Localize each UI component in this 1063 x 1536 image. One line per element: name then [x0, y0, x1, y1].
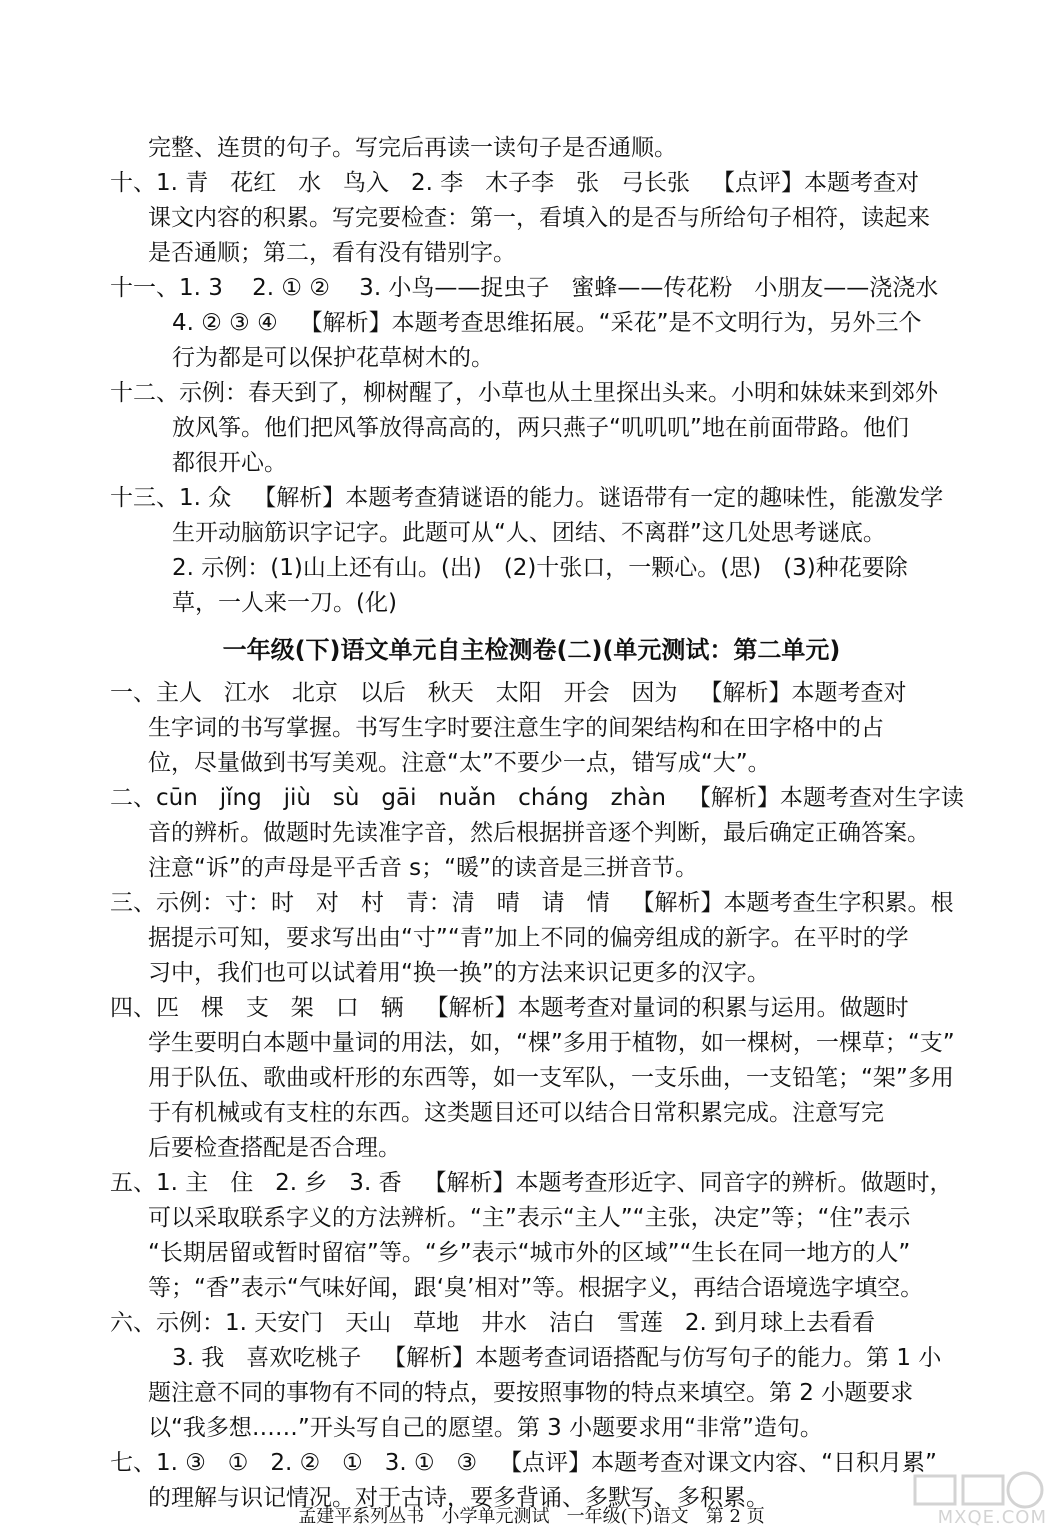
text-line: 十三、1. 众 【解析】本题考查猜谜语的能力。谜语带有一定的趣味性，能激发学: [110, 485, 944, 511]
text-line: 习中，我们也可以试着用“换一换”的方法来识记更多的汉字。: [148, 960, 770, 986]
text-line: 的理解与识记情况。对于古诗，要多背诵、多默写、多积累。: [148, 1485, 769, 1511]
text-line: 十一、1. 3 2. ① ② 3. 小鸟——捉虫子 蜜蜂——传花粉 小朋友——浇浇水: [110, 275, 939, 301]
text-line: 一、主人 江水 北京 以后 秋天 太阳 开会 因为 【解析】本题考查对: [110, 680, 907, 706]
text-line: 以“我多想……”开头写自己的愿望。第 3 小题要求用“非常”造句。: [148, 1415, 823, 1441]
text-line: 六、示例：1. 天安门 天山 草地 井水 洁白 雪莲 2. 到月球上去看看: [110, 1310, 876, 1336]
text-line: 生字词的书写掌握。书写生字时要注意生字的间架结构和在田字格中的占: [148, 715, 884, 741]
text-line: 五、1. 主 住 2. 乡 3. 香 【解析】本题考查形近字、同音字的辨析。做题时，: [110, 1170, 953, 1196]
text-line: 完整、连贯的句子。写完后再读一读句子是否通顺。: [148, 135, 677, 161]
text-line: 于有机械或有支柱的东西。这类题目还可以结合日常积累完成。注意写完: [148, 1100, 884, 1126]
text-line: 四、匹 棵 支 架 口 辆 【解析】本题考查对量词的积累与运用。做题时: [110, 995, 909, 1021]
text-line: 都很开心。: [172, 450, 287, 476]
watermark-logo: [905, 1470, 1055, 1530]
text-line: 是否通顺；第二，看有没有错别字。: [148, 240, 516, 266]
watermark-url: MXQE.COM: [937, 1507, 1047, 1528]
text-line: 位，尽量做到书写美观。注意“太”不要少一点，错写成“大”。: [148, 750, 771, 776]
watermark-logo-icon: [905, 1470, 1055, 1510]
text-line: 行为都是可以保护花草树木的。: [172, 345, 494, 371]
text-line: 放风筝。他们把风筝放得高高的，两只燕子“叽叽叽”地在前面带路。他们: [172, 415, 909, 441]
text-line: 十、1. 青 花红 水 鸟入 2. 李 木子李 张 弓长张 【点评】本题考查对: [110, 170, 919, 196]
text-line: 等；“香”表示“气味好闻，跟‘臭’相对”等。根据字义，再结合语境选字填空。: [148, 1275, 924, 1301]
page-footer: 孟建平系列丛书 小学单元测试 一年级(下)语文 第 2 页: [298, 1506, 765, 1527]
text-line: 七、1. ③ ① 2. ② ① 3. ① ③ 【点评】本题考查对课文内容、“日积月累”: [110, 1450, 937, 1476]
text-line: 注意“诉”的声母是平舌音 s；“暖”的读音是三拼音节。: [148, 855, 698, 881]
text-line: 4. ② ③ ④ 【解析】本题考查思维拓展。“采花”是不文明行为，另外三个: [172, 310, 922, 336]
section-heading: 一年级(下)语文单元自主检测卷(二)(单元测试：第二单元): [222, 636, 841, 664]
text-line: 课文内容的积累。写完要检查：第一，看填入的是否与所给句子相符，读起来: [148, 205, 930, 231]
text-line: 音的辨析。做题时先读准字音，然后根据拼音逐个判断，最后确定正确答案。: [148, 820, 930, 846]
text-line: 3. 我 喜欢吃桃子 【解析】本题考查词语搭配与仿写句子的能力。第 1 小: [172, 1345, 942, 1371]
text-line: 草，一人来一刀。(化): [172, 590, 397, 616]
text-line: 可以采取联系字义的方法辨析。“主”表示“主人”“主张，决定”等；“住”表示: [148, 1205, 911, 1231]
text-line: 2. 示例：(1)山上还有山。(出) (2)十张口，一颗心。(思) (3)种花要除: [172, 555, 908, 581]
text-line: 二、cūn jǐng jiù sù gāi nuǎn cháng zhàn 【解析】本题考查对生字读: [110, 785, 964, 811]
text-line: “长期居留或暂时留宿”等。“乡”表示“城市外的区域”“生长在同一地方的人”: [148, 1240, 911, 1266]
text-line: 据提示可知，要求写出由“寸”“青”加上不同的偏旁组成的新字。在平时的学: [148, 925, 909, 951]
text-line: 学生要明白本题中量词的用法，如，“棵”多用于植物，如一棵树，一棵草；“支”: [148, 1030, 955, 1056]
text-line: 用于队伍、歌曲或杆形的东西等，如一支军队，一支乐曲，一支铅笔；“架”多用: [148, 1065, 954, 1091]
text-line: 十二、示例：春天到了，柳树醒了，小草也从土里探出头来。小明和妹妹来到郊外: [110, 380, 938, 406]
text-line: 题注意不同的事物有不同的特点，要按照事物的特点来填空。第 2 小题要求: [148, 1380, 914, 1406]
text-line: 三、示例：寸：时 对 村 青：清 晴 请 情 【解析】本题考查生字积累。根: [110, 890, 954, 916]
text-line: 生开动脑筋识字记字。此题可从“人、团结、不离群”这几处思考谜底。: [172, 520, 886, 546]
text-line: 后要检查搭配是否合理。: [148, 1135, 401, 1161]
